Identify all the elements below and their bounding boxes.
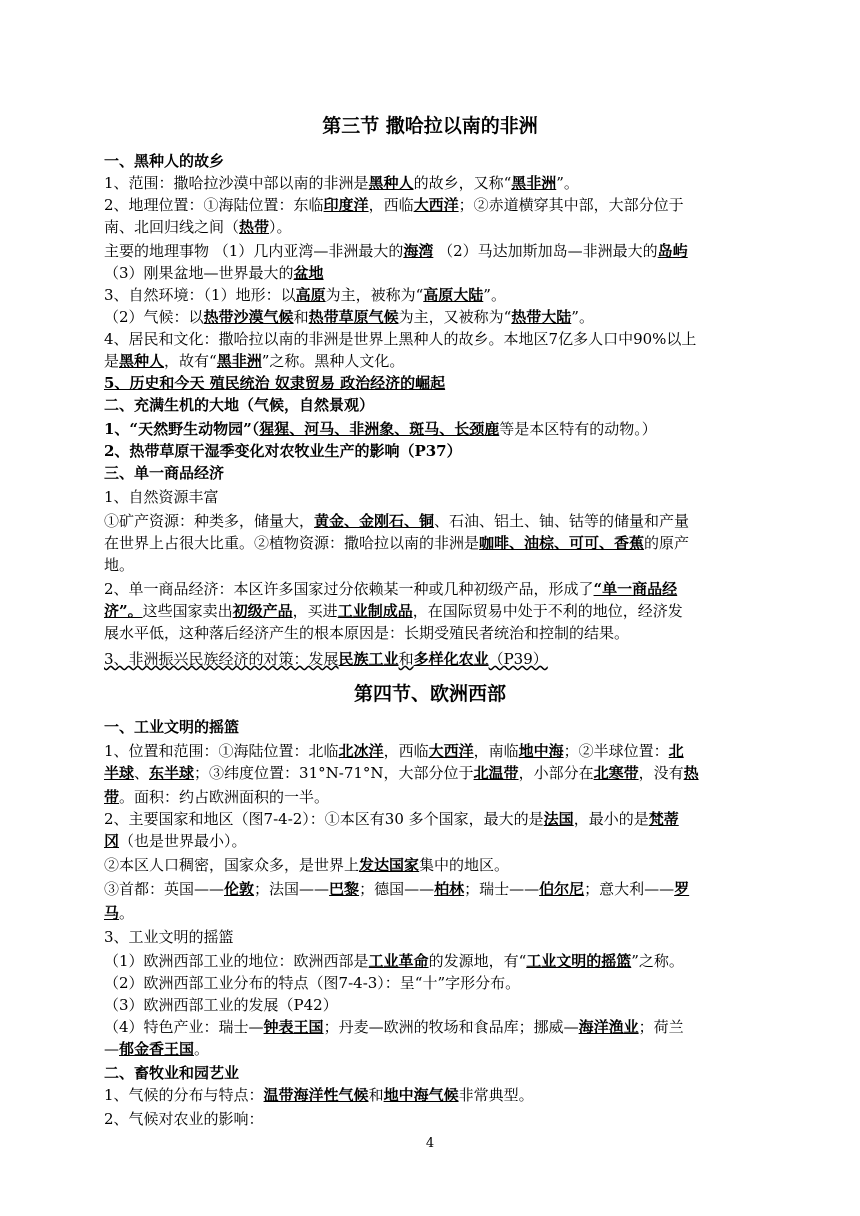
line-text: ；②赤道横穿其中部，大部分位于 <box>458 196 684 214</box>
line-text: 。面积：约占欧洲面积的一半。 <box>119 788 330 806</box>
keyword-underlined: 北冰洋 <box>338 742 384 760</box>
keyword-underlined: 5、历史和今天 殖民统治 奴隶贸易 政治经济的崛起 <box>104 374 446 392</box>
text-line <box>104 786 784 808</box>
line-text: 和 <box>293 308 309 326</box>
line-text: ；法国—— <box>254 880 330 898</box>
line-text: 1、范围：撒哈拉沙漠中部以南的非洲是 <box>104 174 369 192</box>
keyword-underlined: 法国 <box>543 810 574 828</box>
line-text: （4）特色产业：瑞士— <box>104 1018 264 1036</box>
text-line <box>104 854 784 876</box>
line-text: 3、工业文明的摇篮 <box>104 928 234 946</box>
line-text: （2）马达加斯加岛—非洲最大的 <box>433 242 658 260</box>
text-line <box>104 372 784 394</box>
line-text: ，小部分在 <box>518 764 594 782</box>
keyword-underlined: 民族工业 <box>338 650 399 668</box>
keyword-underlined: 柏林 <box>434 880 465 898</box>
line-text: （2）欧洲西部工业分布的特点（图7-4-3）：呈“十”字形分布。 <box>104 974 521 992</box>
text-line <box>104 600 784 622</box>
keyword-underlined: 高原大陆 <box>423 286 484 304</box>
line-text: 4、居民和文化：撒哈拉以南的非洲是世界上黑种人的故乡。本地区7亿多人口中90%以上 <box>104 330 697 348</box>
line-text: ，南临 <box>473 742 519 760</box>
heading-text: 一、黑种人的故乡 <box>104 152 225 170</box>
keyword-underlined: 工业革命 <box>368 952 429 970</box>
line-text: （1）欧洲西部工业的地位：欧洲西部是 <box>104 952 369 970</box>
text-line <box>104 1062 784 1084</box>
line-text: ”之称。 <box>631 952 684 970</box>
keyword-underlined: “单一商品经 <box>593 580 678 598</box>
keyword-underlined: 伯尔尼 <box>539 880 585 898</box>
keyword-underlined: 大西洋 <box>413 196 459 214</box>
text-line <box>104 462 784 484</box>
line-text: ，故有“ <box>164 352 217 370</box>
text-line <box>104 740 784 762</box>
keyword-underlined: 梵蒂 <box>648 810 679 828</box>
line-text: ）。 <box>269 218 292 236</box>
keyword-underlined: 岛屿 <box>657 242 688 260</box>
keyword-underlined: 北温带 <box>473 764 519 782</box>
keyword-underlined: 热带 <box>239 218 270 236</box>
keyword-underlined: 印度洋 <box>323 196 369 214</box>
line-text: 2、单一商品经济：本区许多国家过分依赖某一种或几种初级产品，形成了 <box>104 580 594 598</box>
line-text: ，没有 <box>638 764 684 782</box>
line-text: 地。 <box>104 556 135 574</box>
line-text: ②本区人口稠密，国家众多，是世界上 <box>104 856 360 874</box>
heading-text: 二、畜牧业和园艺业 <box>104 1064 240 1082</box>
line-text: ；德国—— <box>359 880 435 898</box>
text-line <box>104 350 784 372</box>
text-line <box>104 306 784 328</box>
line-text: 、 <box>134 764 150 782</box>
keyword-underlined: 黄金、金刚石、铜 <box>314 512 435 530</box>
keyword-underlined: 大西洋 <box>428 742 474 760</box>
keyword-underlined: 工业文明的摇篮 <box>526 952 632 970</box>
keyword-underlined: 工业制成品 <box>337 602 413 620</box>
line-text: ；②半球位置： <box>563 742 669 760</box>
text-line <box>104 394 784 416</box>
heading-text: 三、单一商品经济 <box>104 464 225 482</box>
line-text: 。 <box>194 1040 210 1058</box>
keyword-underlined: 半球 <box>104 764 135 782</box>
text-line <box>104 1084 784 1106</box>
heading-text: 2、热带草原干湿季变化对农牧业生产的影响（P37） <box>104 442 462 460</box>
text-line <box>104 1038 784 1060</box>
line-text: 南、北回归线之间（ <box>104 218 240 236</box>
text-line <box>104 150 784 172</box>
text-line <box>104 1108 784 1130</box>
line-text: 3、非洲振兴民族经济的对策：发展 <box>104 650 339 668</box>
line-text: 为主，被称为“ <box>325 286 424 304</box>
text-line <box>104 1016 784 1038</box>
line-text: ③首都：英国—— <box>104 880 225 898</box>
line-text: 为主，又被称为“ <box>398 308 512 326</box>
line-text: ；意大利—— <box>584 880 675 898</box>
keyword-underlined: 发达国家 <box>359 856 420 874</box>
line-text: ；瑞士—— <box>464 880 540 898</box>
keyword-underlined: 黑种人 <box>368 174 414 192</box>
heading-text: 二、充满生机的大地（气候，自然景观） <box>104 396 375 414</box>
line-text: 2、气候对农业的影响： <box>104 1110 264 1128</box>
keyword-underlined: 多样化农业 <box>413 650 489 668</box>
line-text: 的故乡，又称“ <box>413 174 512 192</box>
text-line <box>104 510 784 532</box>
line-text: 1、位置和范围：①海陆位置：北临 <box>104 742 339 760</box>
text-line <box>104 194 784 216</box>
page-number: 4 <box>425 1136 435 1151</box>
line-text: ；丹麦—欧洲的牧场和食品库；挪威— <box>323 1018 579 1036</box>
line-text: ，最小的是 <box>573 810 649 828</box>
text-line <box>104 532 784 554</box>
text-line <box>104 328 784 350</box>
keyword-underlined: 热带沙漠气候 <box>203 308 294 326</box>
text-line <box>104 622 784 644</box>
line-text: ；③纬度位置：31°N-71°N，大部分位于 <box>194 764 474 782</box>
heading-text: 1、“天然野生动物园”（ <box>104 420 260 438</box>
line-text: 、石油、铝土、铀、钴等的储量和产量 <box>434 512 690 530</box>
line-text: 主要的地理事物 （1）几内亚湾—非洲最大的 <box>104 242 404 260</box>
line-text: ”。 <box>483 286 506 304</box>
line-text: ”。 <box>571 308 594 326</box>
line-text: ，买进 <box>292 602 338 620</box>
line-text: 展水平低，这种落后经济产生的根本原因是：长期受殖民者统治和控制的结果。 <box>104 624 630 642</box>
line-text: ”。 <box>556 174 579 192</box>
text-line <box>104 284 784 306</box>
keyword-underlined: 郁金香王国 <box>119 1040 195 1058</box>
keyword-underlined: 热 <box>683 764 699 782</box>
text-line <box>104 878 784 900</box>
section-title-europe: 第四节、欧洲西部 <box>353 683 506 705</box>
text-line <box>104 262 784 284</box>
line-text: 和 <box>368 1086 384 1104</box>
line-text: ”之称。黑种人文化。 <box>261 352 405 370</box>
keyword-underlined: 北寒带 <box>593 764 639 782</box>
keyword-underlined: 带 <box>104 788 120 806</box>
line-text: 是 <box>104 352 120 370</box>
text-line <box>104 648 784 670</box>
line-text: 。 <box>119 904 135 922</box>
line-text: ，在国际贸易中处于不利的地位，经济发 <box>412 602 683 620</box>
line-text: （3）刚果盆地—世界最大的 <box>104 264 294 282</box>
text-line <box>104 716 784 738</box>
line-text: ①矿产资源：种类多，储量大， <box>104 512 315 530</box>
keyword-underlined: 伦敦 <box>224 880 255 898</box>
keyword-underlined: 海湾 <box>403 242 434 260</box>
text-line <box>104 808 784 830</box>
line-text: 集中的地区。 <box>419 856 510 874</box>
keyword-underlined: 地中海气候 <box>383 1086 459 1104</box>
text-line <box>104 240 784 262</box>
keyword-underlined: 罗 <box>674 880 690 898</box>
line-text: 1、气候的分布与特点： <box>104 1086 264 1104</box>
keyword-underlined: 巴黎 <box>329 880 360 898</box>
keyword-underlined: 北 <box>668 742 684 760</box>
keyword-underlined: 高原 <box>295 286 326 304</box>
keyword-underlined: 冈 <box>104 832 120 850</box>
line-text: （3）欧洲西部工业的发展（P42） <box>104 996 338 1014</box>
line-text: （2）气候：以 <box>104 308 204 326</box>
keyword-underlined: 温带海洋性气候 <box>263 1086 369 1104</box>
keyword-underlined: 钟表王国 <box>263 1018 324 1036</box>
line-text: 的原产 <box>644 534 690 552</box>
keyword-underlined: 济”。 <box>104 602 143 620</box>
line-text: 3、自然环境：（1）地形：以 <box>104 286 296 304</box>
line-text: 和 <box>398 650 414 668</box>
keyword-underlined: 地中海 <box>518 742 564 760</box>
text-line <box>104 762 784 784</box>
keyword-underlined: 马 <box>104 904 120 922</box>
line-text: 非常典型。 <box>458 1086 534 1104</box>
text-line <box>104 172 784 194</box>
keyword-underlined: 猩猩、河马、非洲象、斑马、长颈鹿 <box>259 420 500 438</box>
keyword-underlined: 东半球 <box>149 764 195 782</box>
keyword-underlined: 热带大陆 <box>511 308 572 326</box>
line-text: ，西临 <box>383 742 429 760</box>
keyword-underlined: 黑非洲 <box>216 352 262 370</box>
text-line <box>104 216 784 238</box>
text-line <box>104 902 784 924</box>
line-text: 这些国家卖出 <box>142 602 233 620</box>
line-text: 在世界上占很大比重。②植物资源：撒哈拉以南的非洲是 <box>104 534 480 552</box>
text-line <box>104 578 784 600</box>
text-line <box>104 486 784 508</box>
line-text: ；荷兰 <box>638 1018 684 1036</box>
line-text: 1、自然资源丰富 <box>104 488 219 506</box>
keyword-underlined: 热带草原气候 <box>308 308 399 326</box>
line-text: 等是本区特有的动物。） <box>499 420 657 438</box>
keyword-underlined: 海洋渔业 <box>578 1018 639 1036</box>
line-text: ，西临 <box>368 196 414 214</box>
text-line <box>104 830 784 852</box>
text-line <box>104 950 784 972</box>
text-line <box>104 926 784 948</box>
line-text: 2、主要国家和地区（图7-4-2）：①本区有30 多个国家，最大的是 <box>104 810 544 828</box>
text-line <box>104 972 784 994</box>
text-line <box>104 994 784 1016</box>
keyword-underlined: 黑非洲 <box>511 174 557 192</box>
line-text: 的发源地，有“ <box>428 952 527 970</box>
text-line <box>104 440 784 462</box>
text-line <box>104 554 784 576</box>
line-text: （也是世界最小）。 <box>119 832 247 850</box>
keyword-underlined: 初级产品 <box>232 602 293 620</box>
keyword-underlined: 咖啡、油棕、可可、香蕉 <box>479 534 645 552</box>
line-text: 2、地理位置：①海陆位置：东临 <box>104 196 324 214</box>
section-title-africa: 第三节 撒哈拉以南的非洲 <box>322 115 538 137</box>
line-text: （P39） <box>488 650 548 668</box>
heading-text: 一、工业文明的摇篮 <box>104 718 240 736</box>
keyword-underlined: 盆地 <box>293 264 324 282</box>
keyword-underlined: 黑种人 <box>119 352 165 370</box>
line-text: — <box>104 1040 119 1058</box>
text-line <box>104 418 784 440</box>
